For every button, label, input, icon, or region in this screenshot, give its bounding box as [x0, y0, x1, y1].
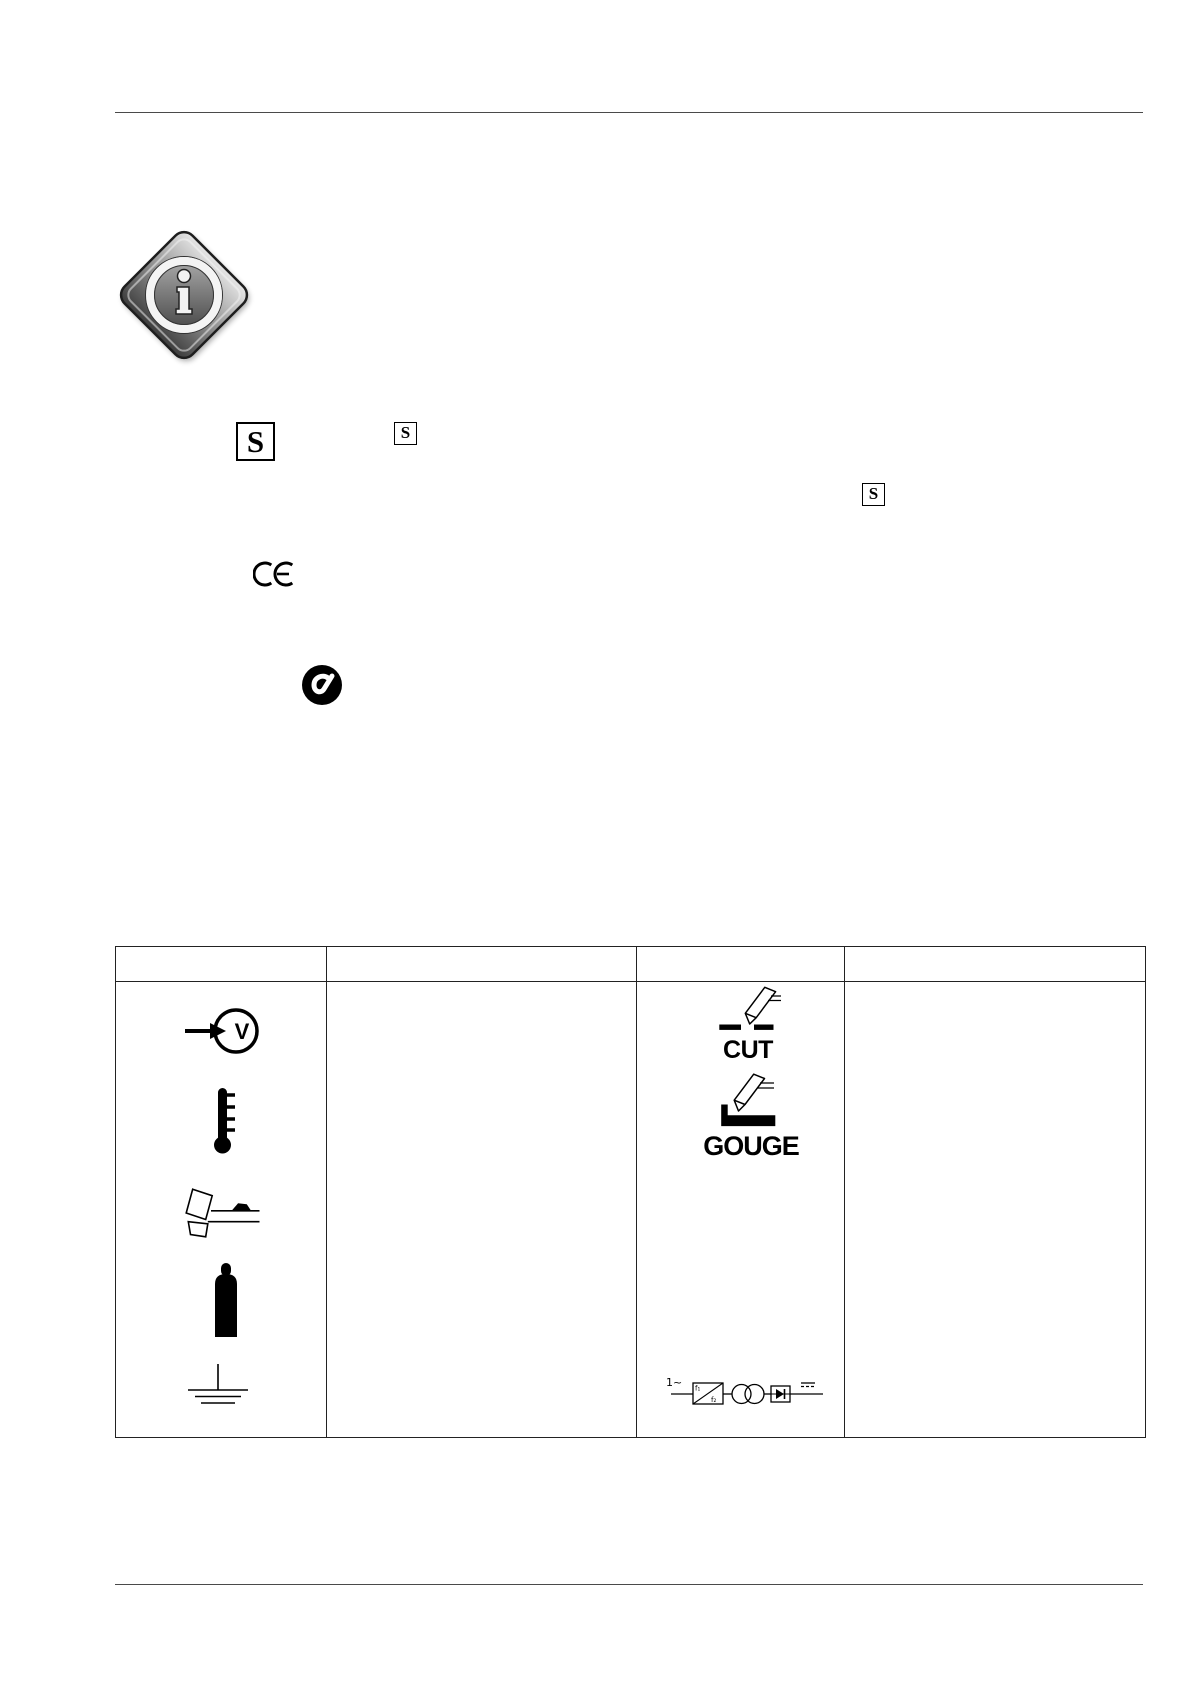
gouge-label: GOUGE [703, 1131, 799, 1161]
symbol-column-left [116, 982, 327, 1437]
table-header-cell [637, 947, 845, 981]
supply-voltage-icon [184, 1005, 260, 1057]
output-frequency-label: f₂ [711, 1396, 717, 1404]
symbol-table [115, 946, 1146, 1438]
cut-torch-icon [715, 983, 781, 1031]
gas-cylinder-icon [212, 1262, 240, 1338]
inverter-block-icon [665, 1375, 825, 1405]
ground-icon [188, 1364, 248, 1408]
info-icon [109, 220, 259, 370]
table-header-cell [327, 947, 637, 981]
cut-label: CUT [723, 1036, 773, 1064]
table-header-cell [116, 947, 327, 981]
description-column-left [327, 982, 637, 1437]
table-header-row [116, 947, 1145, 982]
description-column-right [845, 982, 1145, 1437]
footer-rule [115, 1584, 1143, 1585]
supply-voltage-letter: V [234, 1019, 250, 1044]
table-body-row [116, 982, 1145, 1437]
input-frequency-label: f₁ [695, 1384, 701, 1393]
thermometer-icon [210, 1087, 240, 1155]
table-header-cell [845, 947, 1145, 981]
s-mark-inline: S [862, 483, 885, 506]
torch-pendant-icon [184, 1187, 260, 1239]
ce-mark-icon [253, 559, 297, 589]
phase-label: 1~ [666, 1376, 683, 1389]
s-mark-inline: S [394, 422, 417, 445]
rcm-c-tick-icon [301, 664, 343, 706]
symbol-column-right [637, 982, 845, 1437]
gouge-torch-icon [719, 1072, 779, 1128]
header-rule [115, 112, 1143, 113]
s-mark-large: S [236, 422, 275, 461]
